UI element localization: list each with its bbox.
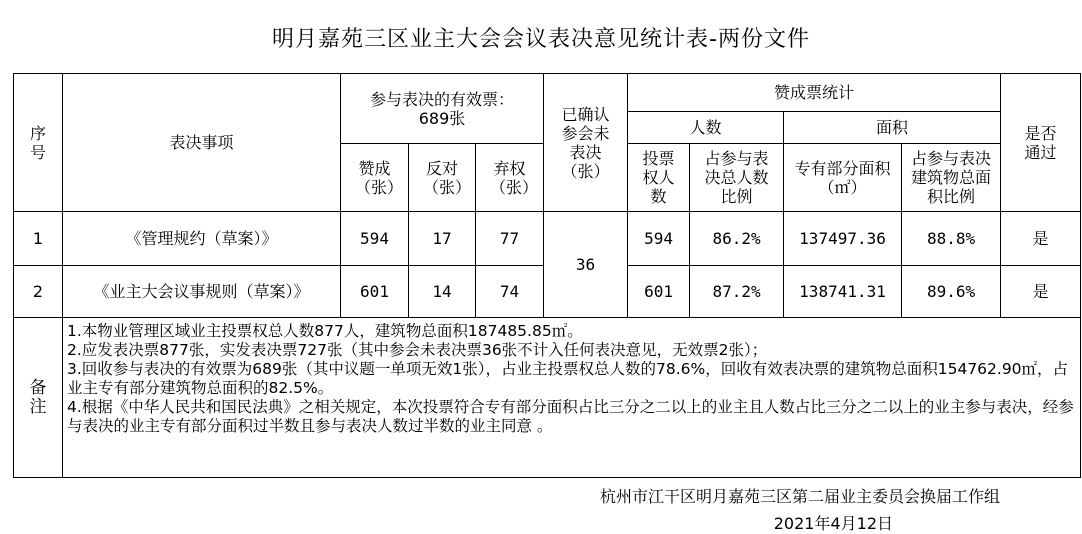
row-no: 17 [409, 212, 476, 266]
header-area-ratio: 占参与表决建筑物总面积比例 [902, 144, 1001, 212]
row-seq: 2 [14, 266, 63, 318]
row-abstain: 74 [476, 266, 544, 318]
page-title: 明月嘉苑三区业主大会会议表决意见统计表-两份文件 [272, 27, 810, 52]
header-exclusive-area: 专有部分面积（㎡） [784, 144, 902, 212]
vote-statistics-table [13, 73, 1081, 478]
header-seq: 序号 [14, 74, 63, 212]
note-item: 3.回收参与表决的有效票为689张（其中议题一单项无效1张），占业主投票权总人数的78.6%，回收有效表决票的建筑物总面积154762.90㎡，占业主专有部分建筑物总面积的82.5%。 [67, 360, 1069, 397]
row-no: 14 [409, 266, 476, 318]
row-item: 《业主大会议事规则（草案）》 [63, 266, 341, 318]
row-exclusive-area: 137497.36 [784, 212, 902, 266]
row-yes: 601 [341, 266, 409, 318]
header-vote-count: 投票权人数 [628, 144, 690, 212]
row-vote-count: 601 [628, 266, 690, 318]
row-passed: 是 [1001, 212, 1081, 266]
note-item: 1.本物业管理区域业主投票权总人数877人，建筑物总面积187485.85㎡。 [67, 322, 583, 340]
header-people: 人数 [628, 112, 784, 144]
notes-label: 备注 [14, 318, 63, 478]
footer-date: 2021年4月12日 [773, 514, 893, 533]
header-passed: 是否通过 [1001, 74, 1081, 212]
row-item: 《管理规约（草案）》 [63, 212, 341, 266]
row-people-ratio: 86.2% [690, 212, 784, 266]
table-row [14, 212, 1081, 266]
header-valid-votes: 参与表决的有效票：689张 [341, 74, 544, 144]
header-area: 面积 [784, 112, 1001, 144]
notes-cell [63, 318, 1081, 478]
row-vote-count: 594 [628, 212, 690, 266]
header-item: 表决事项 [63, 74, 341, 212]
confirmed-absent-value: 36 [544, 212, 628, 318]
note-item: 4.根据《中华人民共和国民法典》之相关规定，本次投票符合专有部分面积占比三分之二以上的业主且人数占比三分之二以上的业主参与表决，经参与表决的业主专有部分面积过半数且参与表决人数过半数的业主同意 。 [67, 398, 1074, 435]
header-no: 反对（张） [409, 144, 476, 212]
row-abstain: 77 [476, 212, 544, 266]
row-seq: 1 [14, 212, 63, 266]
row-passed: 是 [1001, 266, 1081, 318]
header-abstain: 弃权（张） [476, 144, 544, 212]
row-area-ratio: 89.6% [902, 266, 1001, 318]
header-yes-stats: 赞成票统计 [628, 74, 1001, 112]
header-yes: 赞成（张） [341, 144, 409, 212]
row-yes: 594 [341, 212, 409, 266]
footer-organization: 杭州市江干区明月嘉苑三区第二届业主委员会换届工作组 [599, 487, 1000, 506]
header-people-ratio: 占参与表决总人数比例 [690, 144, 784, 212]
row-exclusive-area: 138741.31 [784, 266, 902, 318]
header-confirmed-absent: 已确认参会未表决（张） [544, 74, 628, 212]
row-area-ratio: 88.8% [902, 212, 1001, 266]
row-people-ratio: 87.2% [690, 266, 784, 318]
note-item: 2.应发表决票877张，实发表决票727张（其中参会未表决票36张不计入任何表决意见，无效票2张）； [67, 341, 768, 359]
